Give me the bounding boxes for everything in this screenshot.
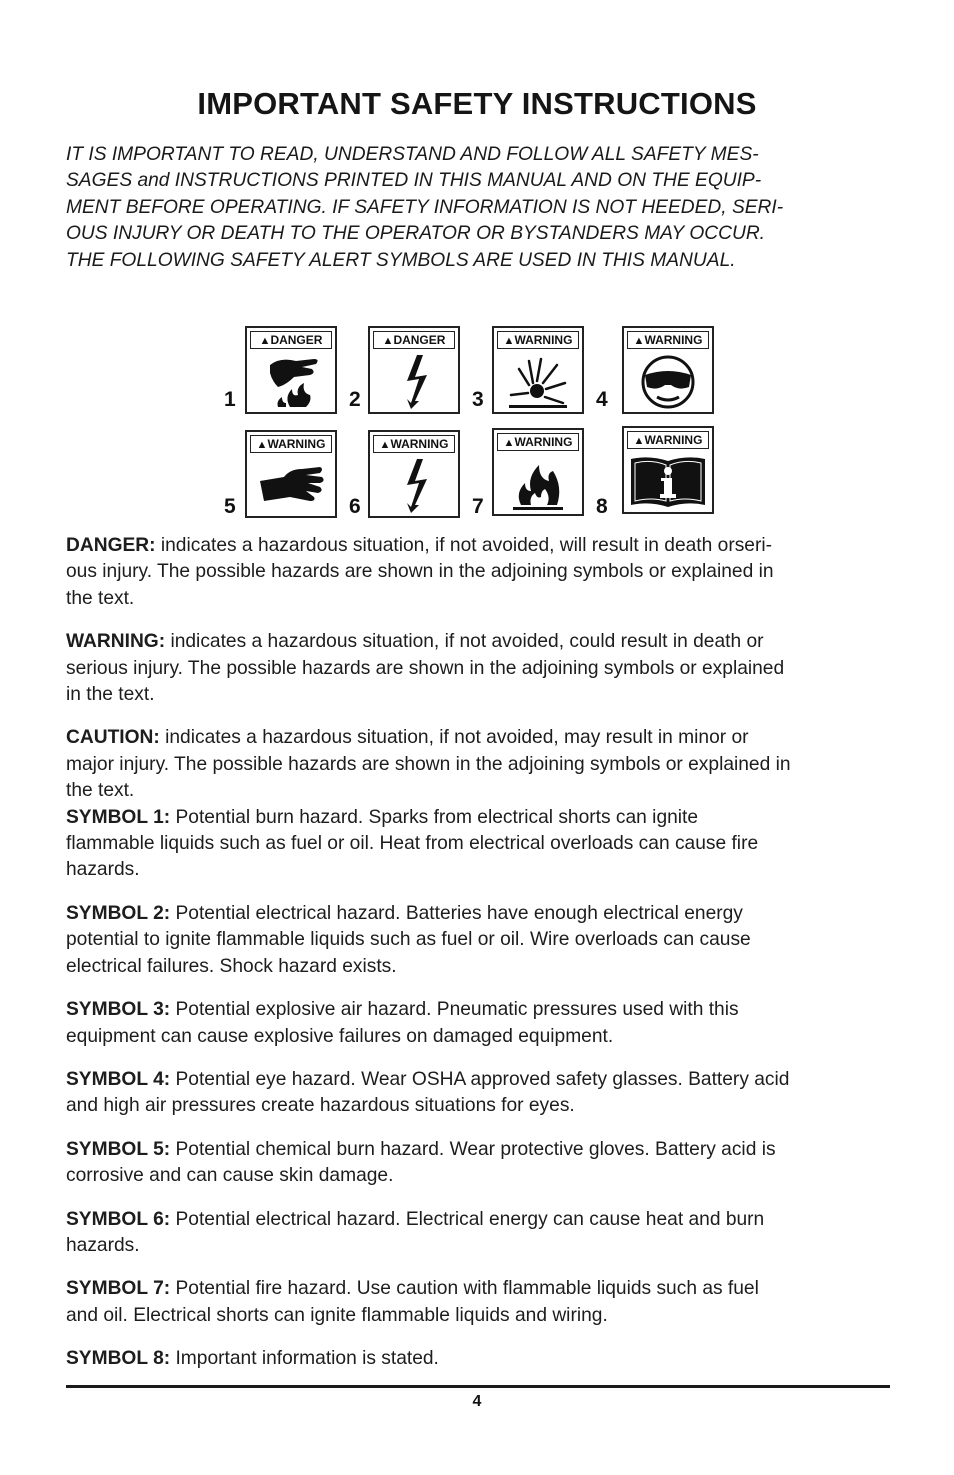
- manual-book-icon: [627, 451, 709, 510]
- intro-line: MENT BEFORE OPERATING. IF SAFETY INFORMATION IS NOT HEEDED, SERI-: [66, 196, 784, 218]
- label: DANGER:: [66, 535, 156, 556]
- symbol-2-description: SYMBOL 2: Potential electrical hazard. Batteries have enough electrical energy potential to ignite flammable liquids such as fuel or oil. Wire overloads can cause electrical failures. Shock hazard exists.: [66, 902, 751, 977]
- symbol-8: [622, 426, 714, 514]
- safety-goggles-icon: [627, 351, 709, 410]
- fire-icon: [497, 453, 579, 512]
- symbol-8-description: SYMBOL 8: Important information is stated.: [66, 1348, 439, 1370]
- symbol-header: ▲WARNING: [497, 433, 579, 451]
- symbol-header: ▲WARNING: [627, 431, 709, 449]
- label: SYMBOL 8:: [66, 1348, 171, 1370]
- symbol-1: [245, 326, 337, 414]
- label: SYMBOL 6:: [66, 1208, 171, 1230]
- definitions: [66, 533, 896, 1390]
- label: SYMBOL 3:: [66, 999, 171, 1021]
- label: CAUTION:: [66, 727, 160, 749]
- symbol-header: ▲WARNING: [250, 435, 332, 453]
- symbol-4-description: SYMBOL 4: Potential eye hazard. Wear OSHA approved safety glasses. Battery acid and high air pressures create hazardous situations for eyes.: [66, 1068, 790, 1117]
- symbol-number: 1: [224, 388, 236, 411]
- symbol-number: 4: [596, 388, 608, 411]
- safety-symbol-grid: [0, 0, 954, 520]
- symbol-number: 8: [596, 495, 608, 518]
- symbol-7: [492, 428, 584, 516]
- symbol-number: 2: [349, 388, 361, 411]
- caution-definition: CAUTION: indicates a hazardous situation, if not avoided, may result in minor or major injury. The possible hazards are shown in the adjoining symbols or explained in the text.: [66, 727, 791, 802]
- symbol-4: [622, 326, 714, 414]
- intro-line: OUS INJURY OR DEATH TO THE OPERATOR OR BYSTANDERS MAY OCCUR.: [66, 223, 766, 245]
- symbol-6: [368, 430, 460, 518]
- symbol-number: 5: [224, 495, 236, 518]
- burning-hand-icon: [250, 351, 332, 410]
- page-number: 4: [472, 1393, 482, 1410]
- label: SYMBOL 1:: [66, 806, 171, 828]
- symbol-header: ▲DANGER: [373, 331, 455, 349]
- symbol-2: [368, 326, 460, 414]
- label: SYMBOL 2:: [66, 902, 171, 924]
- label: SYMBOL 7:: [66, 1278, 171, 1300]
- explosion-icon: [497, 351, 579, 410]
- symbol-3: [492, 326, 584, 414]
- symbol-5-description: SYMBOL 5: Potential chemical burn hazard. Wear protective gloves. Battery acid is corrosive and can cause skin damage.: [66, 1138, 776, 1187]
- warning-definition: WARNING: indicates a hazardous situation, if not avoided, could result in death or serious injury. The possible hazards are shown in the adjoining symbols or explained in the text.: [66, 631, 785, 706]
- symbol-6-description: SYMBOL 6: Potential electrical hazard. Electrical energy can cause heat and burn hazards.: [66, 1208, 765, 1256]
- danger-definition: DANGER: indicates a hazardous situation, if not avoided, will result in death orseri- ous injury. The possible hazards are shown in the adjoining symbols or explained in the text.: [66, 535, 774, 609]
- symbol-header: ▲WARNING: [627, 331, 709, 349]
- lightning-bolt-icon: [373, 455, 455, 514]
- intro-line: THE FOLLOWING SAFETY ALERT SYMBOLS ARE USED IN THIS MANUAL.: [66, 249, 736, 271]
- intro-line: SAGES and INSTRUCTIONS PRINTED IN THIS MANUAL AND ON THE EQUIP-: [66, 170, 762, 192]
- symbol-1-description: SYMBOL 1: Potential burn hazard. Sparks from electrical shorts can ignite flammable liquids such as fuel or oil. Heat from electrical overloads can cause fire hazards.: [66, 806, 759, 881]
- symbol-number: 6: [349, 495, 361, 518]
- symbol-5: [245, 430, 337, 518]
- symbol-header: ▲WARNING: [373, 435, 455, 453]
- label: SYMBOL 4:: [66, 1068, 171, 1090]
- intro-line: IT IS IMPORTANT TO READ, UNDERSTAND AND FOLLOW ALL SAFETY MES-: [66, 144, 759, 165]
- glove-icon: [250, 455, 332, 514]
- footer-divider: [66, 1385, 890, 1388]
- label: WARNING:: [66, 631, 166, 653]
- symbol-3-description: SYMBOL 3: Potential explosive air hazard. Pneumatic pressures used with this equipment can cause explosive failures on damaged equipment.: [66, 999, 739, 1047]
- symbol-number: 3: [472, 388, 484, 411]
- symbol-7-description: SYMBOL 7: Potential fire hazard. Use caution with flammable liquids such as fuel and oil. Electrical shorts can ignite flammable liquids and wiring.: [66, 1278, 759, 1326]
- symbol-header: ▲WARNING: [497, 331, 579, 349]
- symbol-header: ▲DANGER: [250, 331, 332, 349]
- page-title: IMPORTANT SAFETY INSTRUCTIONS: [197, 86, 757, 121]
- symbol-number: 7: [472, 495, 484, 518]
- label: SYMBOL 5:: [66, 1138, 171, 1160]
- lightning-bolt-icon: [373, 351, 455, 410]
